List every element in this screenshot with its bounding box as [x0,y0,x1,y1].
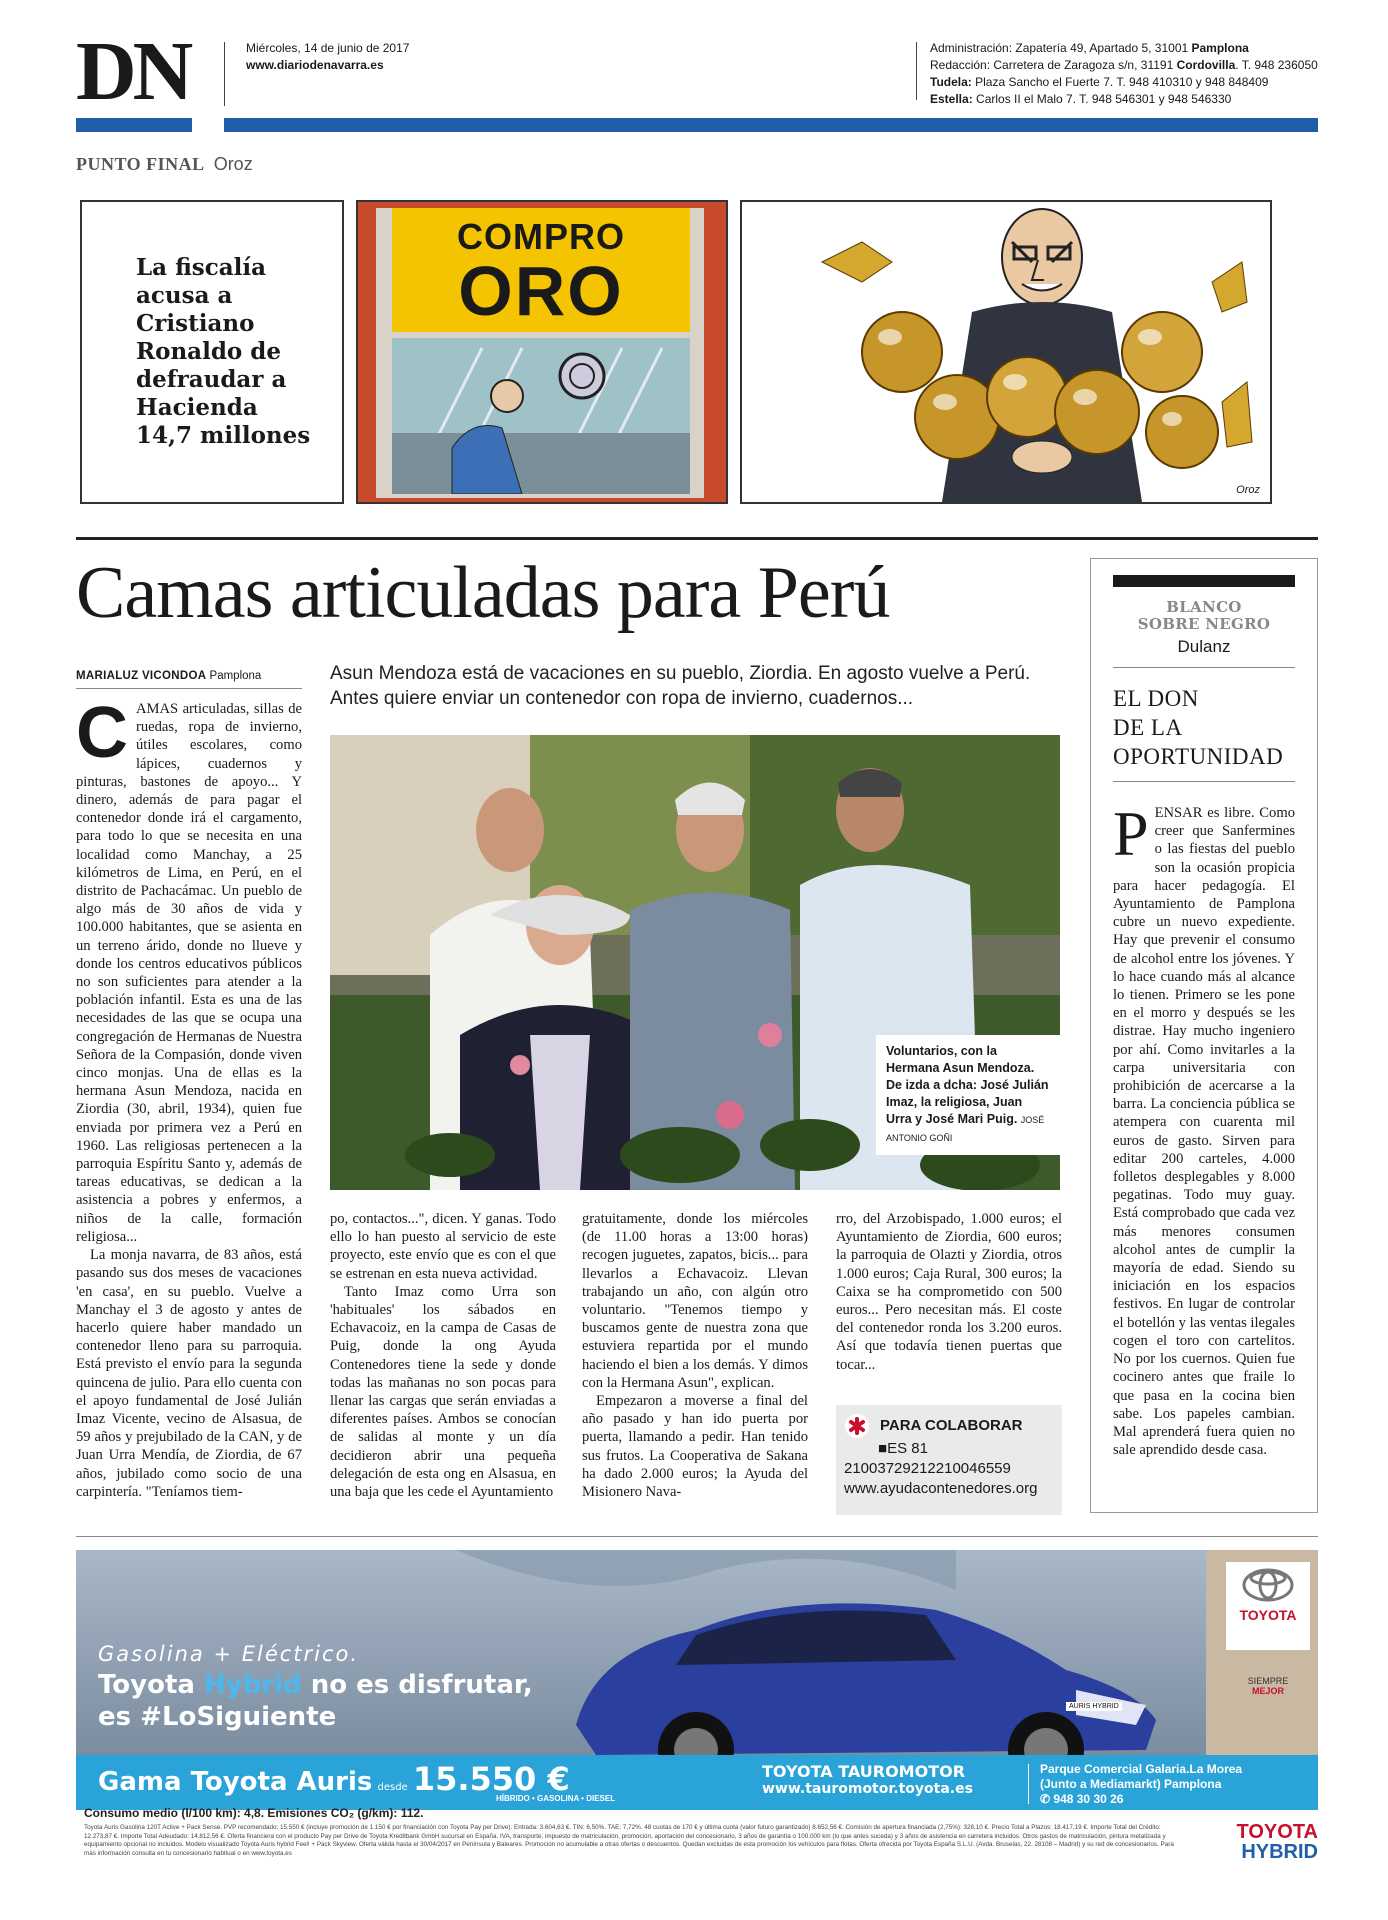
article-paragraph: Tanto Imaz como Urra son 'habituales' los sábados en Echavacoiz, en la campa de Casas de Puig, donde la ong Ayuda Contenedores tiene la sede y donde todas las mañanas no son pocas para llenar las cargas que serán enviadas a diferentes países. Ambos se conocían de salidas al monte y un día decidieron abrir una pequeña delegación de esta ong en Alsasua, en una baja que les cede el Ayuntamiento [330,1283,556,1501]
article-lead: Asun Mendoza está de vacaciones en su pueblo, Ziordia. En agosto vuelve a Perú. Antes quiere enviar un contenedor con ropa de invierno, cuadernos... [330,663,1031,709]
dealer-website[interactable]: www.tauromotor.toyota.es [762,1781,973,1797]
shop-window-illustration [392,338,690,494]
article-column-3 [582,1210,808,1501]
byline-place: Pamplona [209,670,262,682]
ad-price-band [98,1760,570,1798]
sidebar-top-bar [1113,575,1295,587]
sidebar-rule-2 [1113,781,1295,782]
address-line: Redacción: Carretera de Zaragoza s/n, 31191 Cordovilla. T. 948 236050 [930,58,1318,72]
masthead-addresses [930,40,1318,108]
opinion-sidebar [1090,558,1318,1513]
article-byline [76,670,261,682]
article-column-2 [330,1210,556,1501]
sidebar-body [1113,798,1295,1459]
ad-tagline-3: es #LoSiguiente [98,1702,337,1732]
toyota-brand-name: TOYOTA [1239,1607,1297,1623]
sidebar-rule [1113,667,1295,668]
ad-tagline-2: Toyota Hybrid no es disfrutar, [98,1670,533,1700]
ad-car-badge: AURIS HYBRID [1066,1702,1122,1711]
ad-dealer-divider [1028,1764,1029,1804]
ad-model: Gama Toyota Auris [98,1767,373,1797]
sidebar-section-title: BLANCO SOBRE NEGRO [1137,598,1271,633]
bank-account-number: 21003729212210046559 [844,1460,1011,1477]
article-headline: Camas articuladas para Perú [76,552,890,634]
sidebar-headline: EL DON DE LA OPORTUNIDAD [1113,686,1284,769]
address-line: Administración: Zapatería 49, Apartado 5, 31001 Pamplona [930,41,1249,55]
article-column-1 [76,693,302,1501]
article-paragraph: Empezaron a moverse a final del año pasado y han ido puerta por puerta, llamando a pedir. Han tenido sus frutos. La Cooperativa de Sakana ha dado 2.000 euros; la Ayuda del Misionero Nava- [582,1393,808,1501]
masthead-bar-left [76,118,192,132]
toyota-logo-icon [1242,1568,1294,1602]
dealer-name: TOYOTA TAUROMOTOR [762,1762,966,1781]
phone-icon: ✆ [1040,1792,1051,1806]
ad-price: 15.550 € [412,1760,570,1798]
ad-location: Parque Comercial Galaria.La Morea (Junto a Mediamarkt) Pamplona ✆ 948 30 30 26 [1040,1762,1243,1806]
website-link[interactable]: www.diariodenavarra.es [246,58,384,72]
masthead-divider [224,42,225,106]
ad-slogan: SIEMPRE MEJOR [1247,1676,1289,1696]
article-dropcap: C [76,693,128,773]
sidebar-paragraph: ENSAR es libre. Como creer que Sanfermines o las fiestas del pueblo son la ocasión propicia para hacer pedagogía. El Ayuntamiento de Pamplona cubre un nuevo expediente. Hay que prevenir el consumo de alcohol entre los jóvenes. Y lo hace cuando más al alcance lo tienen. Primero se les pone en el morro y después se les distrae. Hay mucho ingeniero por ahí. Como invitarles a la carpa universitaria con prohibición de acercarse a la barra. La conciencia pública se atempera con cuarenta mil euros de gasto. Sirven para editar 200 carteles, 4.000 folletos desplegables y 8.000 pegatinas. Todo muy guay. Está comprobado que cada vez más menores consumen alcohol antes de cumplir la mayoría de edad. Siendo su iniciación en los espacios festivos. En lugar de controlar el botellón y las ventas ilegales cogen el toro con cartelitos. No por los cuernos. Quien fue cocinero antes que fraile lo que pasa en la cocina bien sabe. Los papeles cambian. Mal aprenderá fuera quien no sale aprendido desde casa. [1113,805,1295,1459]
byline-author: MARIALUZ VICONDOA [76,670,207,682]
article-top-rule [76,537,1318,540]
article-paragraph: gratuitamente, donde los miércoles (de 11.00 horas a 13:00 horas) recogen juguetes, zapatos, bicis... para llevarlos a Echavacoiz. Llevan trabajando un año, con algún otro voluntario. "Tenemos tiempo y buscamos gente de nuestra zona que estuviera repartida por el mundo haciendo el bien a los demás. Y dimos con la Hermana Asun", explican. [582,1211,808,1391]
cartoon-signature: Oroz [1236,484,1260,496]
sidebar-author: Dulanz [1177,637,1231,656]
toyota-brand-box[interactable] [1226,1562,1310,1650]
sign-line1: COMPRO [457,216,625,257]
dealer-phone[interactable]: ✆ 948 30 30 26 [1040,1792,1124,1806]
ad-fuel-types: HÍBRIDO • GASOLINA • DIESEL [496,1794,616,1803]
cartoon-caption: La fiscalía acusa a Cristiano Ronaldo de defraudar a Hacienda 14,7 millones [136,254,311,449]
sidebar-dropcap: P [1113,798,1149,869]
photo-caption [876,1035,1060,1155]
section-name: PUNTO FINAL [76,154,205,174]
collaborate-website[interactable]: www.ayudacontenedores.org [844,1480,1038,1497]
ad-top-rule [76,1536,1318,1537]
ad-tagline-1: Gasolina + Eléctrico. [98,1642,360,1666]
masthead-divider-right [916,42,917,100]
collaborate-title: PARA COLABORAR [880,1417,1023,1434]
section-label [76,154,253,175]
article-photo [330,735,1060,1190]
article-paragraph: AMAS articuladas, sillas de ruedas, ropa de invierno, útiles escolares, como lápices, cuadernos y pinturas, bastones de apoyo... Y dinero, además de para pagar el contenedor donde irá el cargamento, para todo lo que se necesita en una localidad como Manchay, a 25 kilómetros de Lima, en Perú, en el distrito de Pachacámac. Un pueblo de algo más de 30 años de vida y 100.000 habitantes, que se asienta en un terreno árido, donde no llueve y donde los centros educativos públicos no son suficientes para atender a la población infantil. Esta es una de las necesidades de las que se ocupa una congregación de Hermanas de Nuestra Señora de la Compasión, donde viven cinco monjas. Una de ellas es la hermana Asun Mendoza, nacida en Ziordia (30, abril, 1934), quien fue enviada por primera vez a Perú en 1960. Las religiosas pertenecen a la parroquia Espíritu Santo y, además de tareas educativas, se dedican a la asistencia a pobres y enfermos, a niños de la calle, formación religiosa... [76,701,302,1245]
section-author: Oroz [213,154,253,174]
article-paragraph: La monja navarra, de 83 años, está pasando sus dos meses de vacaciones 'en casa', en su pueblo. Vuelve a Manchay el 3 de agosto y antes de hacerlo quiere haber mandado un contenedor lleno para su parroquia. Está previsto el envío para la segunda quincena de julio. Para ello cuenta con el apoyo fundamental de José Julián Imaz Vicente, vecino de Alsasua, de 59 años y prejubilado de la CAN, y de Juan Urra Mendía, de Ziordia, de 67 años, jubilado como socio de una carpintería. "Teníamos tiem- [76,1247,302,1500]
address-line: Estella: Carlos II el Malo 7. T. 948 546301 y 948 546330 [930,92,1232,106]
masthead-bar-right [224,118,1318,132]
article-paragraph: po, contactos...", dicen. Y ganas. Todo ello lo han puesto al servicio de este proyecto, este envío que es con el que se estrenan en esta nueva actividad. [330,1211,556,1282]
bank-account-prefix: ■ES 81 [878,1440,928,1457]
sign-line2: ORO [458,252,624,330]
asterisk-icon [844,1413,870,1439]
cartoon-panel-main [740,200,1272,504]
cartoon-figure-illustration [742,202,1270,502]
caption-text: Voluntarios, con la Hermana Asun Mendoza. De izda a dcha: José Julián Imaz, la religiosa, Juan Urra y José Mari Puig. [886,1044,1049,1126]
address-line: Tudela: Plaza Sancho el Fuerte 7. T. 948 410310 y 948 848409 [930,75,1269,89]
cartoon-panel-text [80,200,344,504]
photo-credit: JOSÉ ANTONIO GOÑI [886,1115,1045,1143]
toyota-advertisement[interactable] [76,1550,1318,1810]
ad-legal-text: Toyota Auris Gasolina 120T Active + Pack Sense. PVP recomendado: 15.550 € (incluye promoción de 1.150 € por financiación con Toyota Pay per Drive). Entrada: 3.604,63 €. TIN: 6,50%. TAE: 7,72%. 48 cuotas de 170 € y última cuota (valor futuro garantizado) 8.652,56 €. Comisión de apertura financiada (2,75%): 328,10 €. Precio Total a Plazos: 18.417,19 €. Importe Total del Crédito: 12.273,87 €. Importe Total Adeudado: 14.812,56 €. Oferta financiera con el producto Pay per Drive de Toyota Kreditbank GmbH sucursal en España. IVA, transporte, impuesto de matriculación, promoción, aportación del concesionario, 3 años de garantía o 100.000 km (lo que antes suceda) y 3 años de asistencia en carretera incluidos. Otros gastos de matriculación, pintura metalizada y equipamiento opcional no incluidos. Modelo visualizado Toyota Auris hybrid Feel! + Pack Skyview. Oferta válida hasta el 30/04/2017 en Península y Baleares. Promoción no acumulable a otras ofertas o descuentos. Quedan excluidas de esta promoción los vehículos para flotas. Oferta ofrecida por Toyota España S.L.U. (Avda. Bruselas, 22. 28108 – Madrid) y su red de concesionarios. Para más información consulta en tu concesionario habitual o en www.toyota.es [84,1824,1174,1858]
newspaper-logo[interactable]: DN [76,25,190,118]
cartoon-panel-shop [356,200,728,504]
article-column-4 [836,1210,1062,1374]
article-paragraph: rro, del Arzobispado, 1.000 euros; el Ayuntamiento de Ziordia, 600 euros; la parroquia de Olazti y Ziordia, otros 1.000 euros; Caja Rural, 300 euros; la Caixa se ha comprometido con 500 euros... Pero necesitan más. El coste del contenedor ronda los 3.200 euros. Así que todavía tienen puertas que tocar... [836,1211,1062,1373]
shop-sign [392,208,690,332]
collaborate-box [836,1405,1062,1515]
issue-date: Miércoles, 14 de junio de 2017 [246,41,410,55]
ad-desde: desde [377,1782,408,1793]
byline-rule [76,688,302,689]
ad-taglines [98,1642,533,1732]
toyota-hybrid-logo[interactable]: TOYOTA HYBRID [1236,1821,1318,1863]
ad-consumption: Consumo medio (l/100 km): 4,8. Emisiones CO₂ (g/km): 112. [84,1806,424,1820]
masthead-date-block [246,40,409,74]
ad-dealer [762,1762,973,1797]
